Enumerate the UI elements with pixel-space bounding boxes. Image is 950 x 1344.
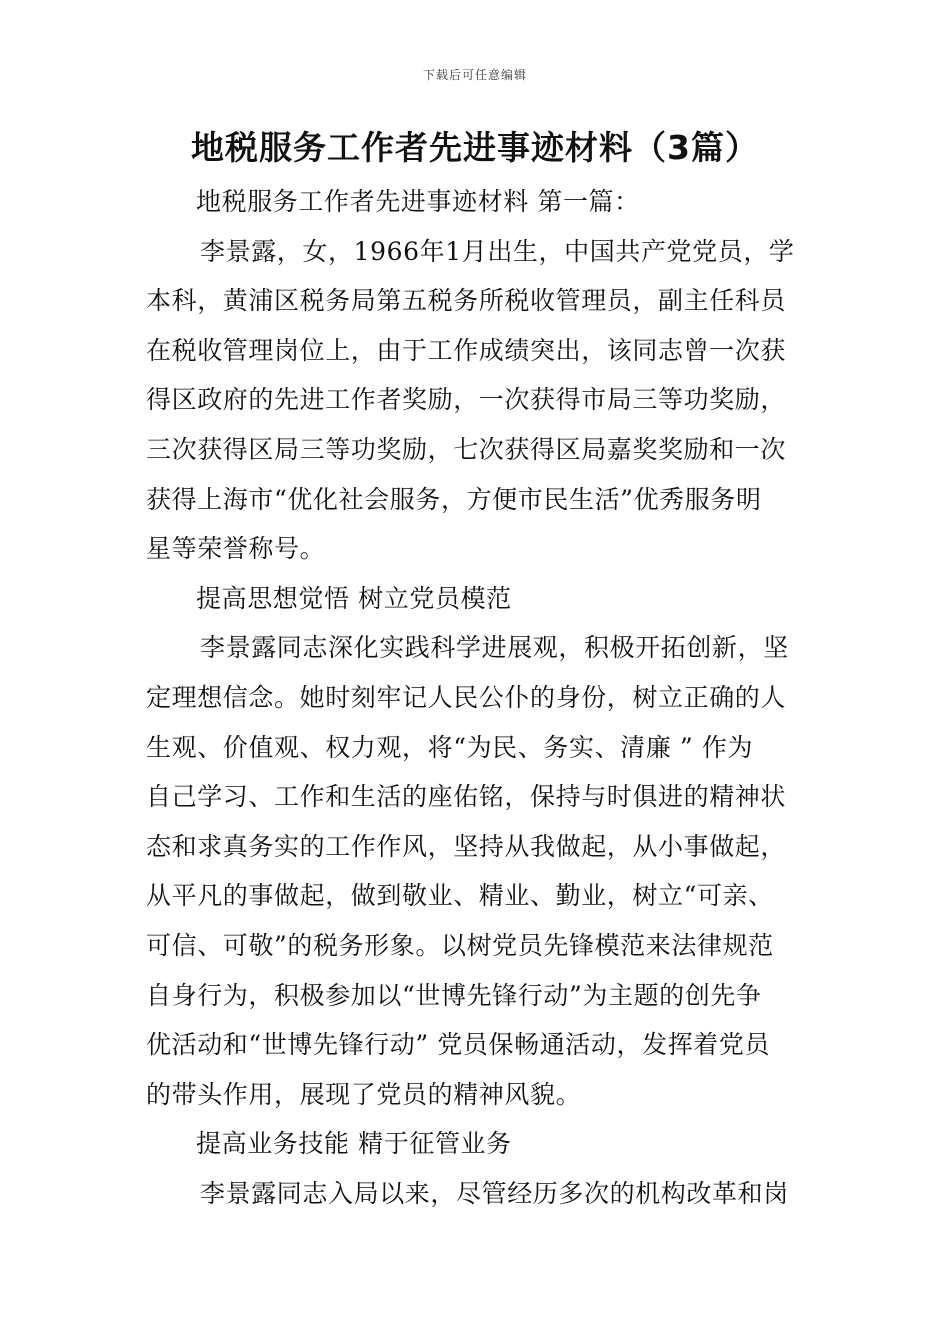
document-title: 地税服务工作者先进事迹材料（3篇）: [191, 128, 759, 167]
document-body: [146, 177, 810, 1218]
section-heading: 提高业务技能 精于征管业务: [196, 1129, 512, 1159]
text-line: 获得上海市“优化社会服务，方便市民生活”优秀服务明: [146, 484, 762, 514]
text-line: 可信、可敬”的税务形象。以树党员先锋模范来法律规范: [146, 930, 774, 960]
section-heading: 提高思想觉悟 树立党员模范: [196, 583, 512, 613]
text-line: 三次获得区局三等功奖励，七次获得区局嘉奖奖励和一次: [146, 434, 787, 464]
text-line: 定理想信念。她时刻牢记人民公仆的身份，树立正确的人: [146, 682, 787, 712]
text-line: 优活动和“世博先锋行动” 党员保畅通活动，发挥着党员: [146, 1030, 771, 1060]
section-heading: 地税服务工作者先进事迹材料 第一篇：: [196, 187, 640, 216]
text-line: 得区政府的先进工作者奖励，一次获得市局三等功奖励，: [146, 385, 787, 415]
header-note: 下载后可任意编辑: [422, 68, 527, 82]
text-line: 自身行为，积极参加以“世博先锋行动”为主题的创先争: [146, 980, 762, 1010]
text-line: 生观、价值观、权力观，将“为民、务实、清廉 ” 作为: [146, 732, 754, 762]
text-line: 李景露同志入局以来，尽管经历多次的机构改革和岗: [200, 1178, 789, 1208]
text-line: 态和求真务实的工作作风，坚持从我做起，从小事做起，: [146, 831, 787, 861]
text-line: 自己学习、工作和生活的座佑铭，保持与时俱进的精神状: [146, 782, 787, 812]
text-line: 从平凡的事做起，做到敬业、精业、勤业，树立“可亲、: [146, 881, 774, 911]
text-line: 李景露同志深化实践科学进展观，积极开拓创新，坚: [200, 633, 789, 663]
text-line: 星等荣誉称号。: [146, 534, 326, 564]
text-line: 李景露，女，1966年1月出生，中国共产党党员，学: [200, 236, 795, 266]
text-line: 在税收管理岗位上，由于工作成绩突出，该同志曾一次获: [146, 335, 787, 365]
text-line: 本科，黄浦区税务局第五税务所税收管理员，副主任科员: [146, 286, 787, 316]
text-line: 的带头作用，展现了党员的精神风貌。: [146, 1079, 582, 1109]
